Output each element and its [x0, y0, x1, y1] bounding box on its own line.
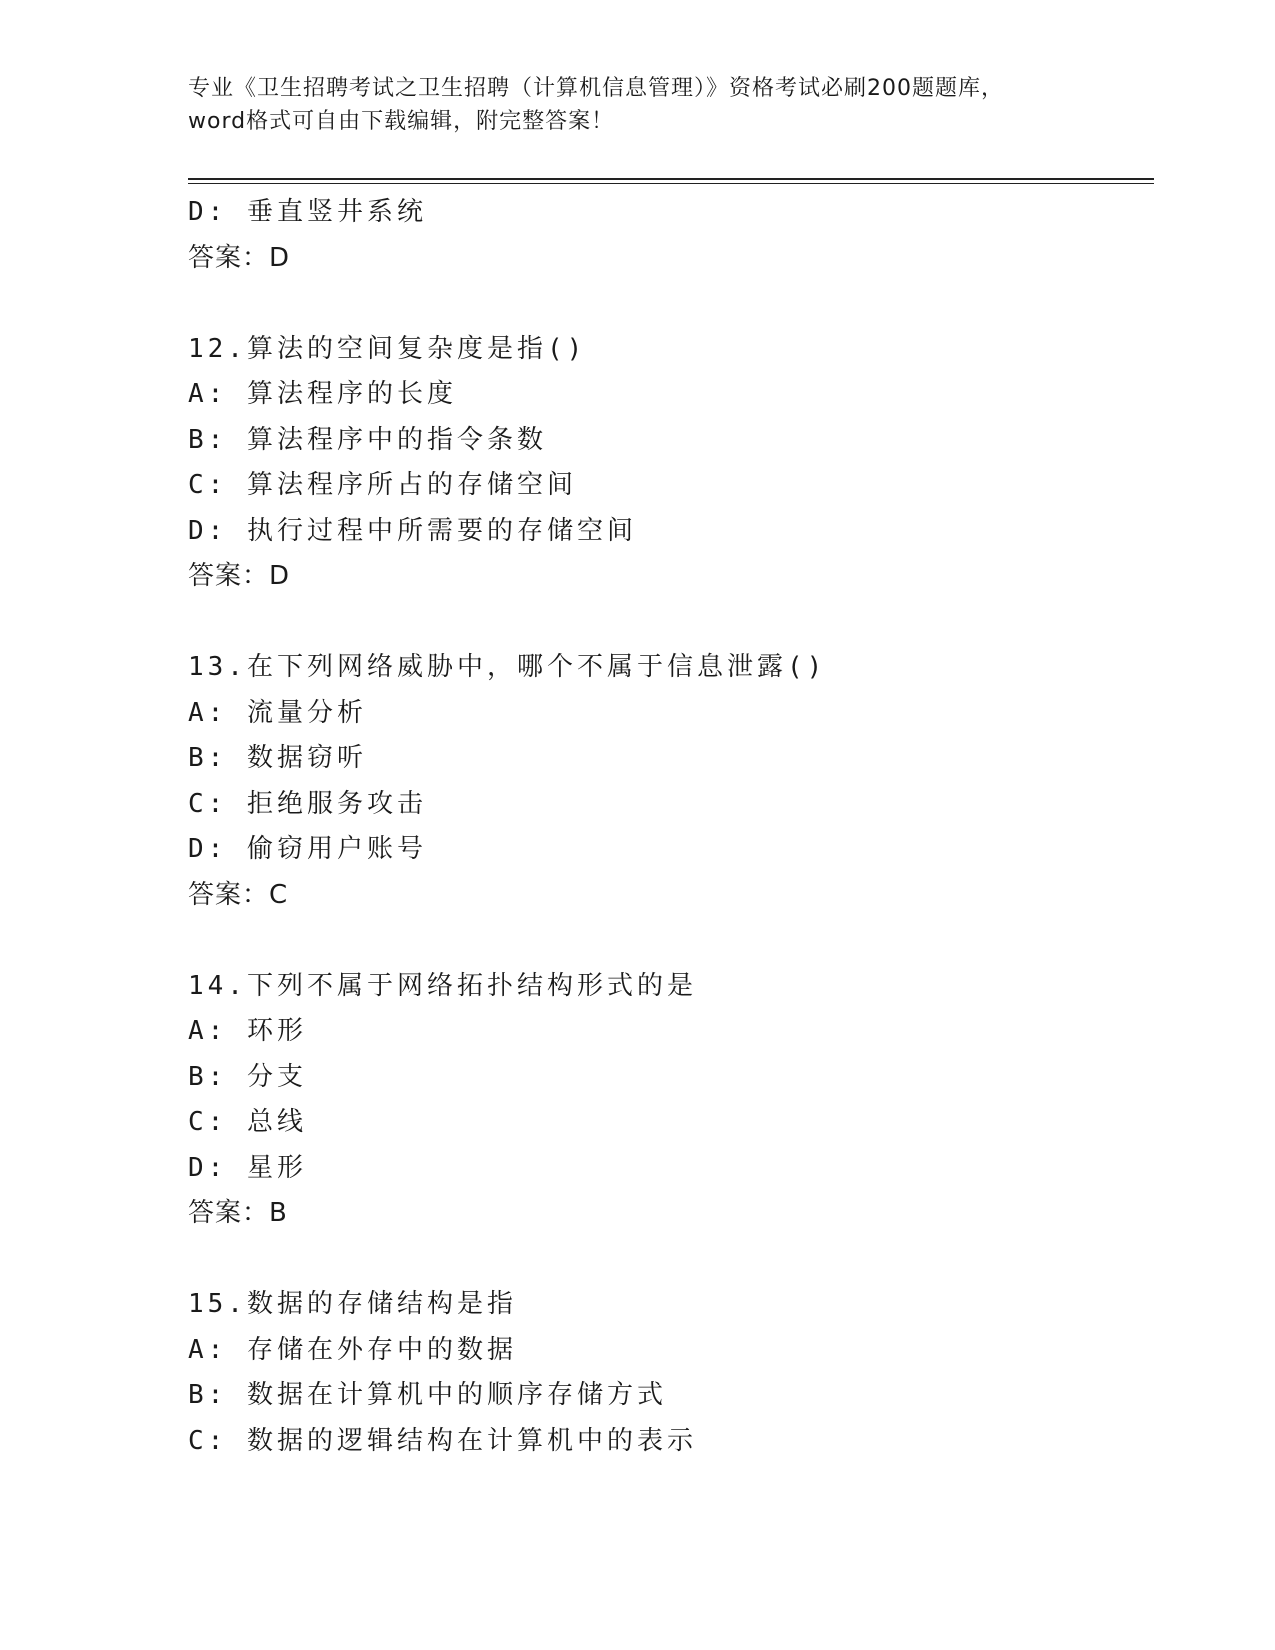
document-header — [188, 72, 1088, 138]
question-15 — [188, 1282, 1154, 1464]
option-c: C: 算法程序所占的存储空间 — [188, 470, 577, 500]
question-gap — [188, 918, 1154, 964]
option-b: B: 数据在计算机中的顺序存储方式 — [188, 1380, 667, 1410]
option-b: B: 分支 — [188, 1061, 307, 1092]
option-d: D: 星形 — [188, 1152, 307, 1183]
option-c: C: 数据的逻辑结构在计算机中的表示 — [188, 1425, 697, 1456]
question-stem: 13.在下列网络威胁中，哪个不属于信息泄露() — [188, 652, 827, 682]
answer-line: 答案：D — [188, 561, 291, 591]
option-d: D: 垂直竖井系统 — [188, 197, 427, 227]
option-d: D: 偷窃用户账号 — [188, 834, 427, 864]
question-stem: 12.算法的空间复杂度是指() — [188, 333, 587, 364]
option-a: A: 流量分析 — [188, 697, 367, 728]
question-gap — [188, 281, 1154, 327]
option-b: B: 数据窃听 — [188, 743, 367, 773]
option-a: A: 环形 — [188, 1016, 307, 1046]
question-gap — [188, 600, 1154, 646]
option-c: C: 拒绝服务攻击 — [188, 788, 427, 819]
answer-line: 答案：B — [188, 1198, 288, 1228]
question-list — [188, 190, 1154, 1464]
question-13 — [188, 645, 1154, 918]
question-11-tail — [188, 190, 1154, 281]
question-stem: 14.下列不属于网络拓扑结构形式的是 — [188, 970, 697, 1001]
option-b: B: 算法程序中的指令条数 — [188, 424, 547, 455]
question-gap — [188, 1237, 1154, 1283]
question-stem: 15.数据的存储结构是指 — [188, 1289, 517, 1319]
header-divider-thick — [188, 178, 1154, 180]
header-line-1: 专业《卫生招聘考试之卫生招聘（计算机信息管理）》资格考试必刷200题题库， — [188, 76, 1004, 101]
option-a: A: 存储在外存中的数据 — [188, 1334, 517, 1365]
answer-line: 答案：D — [188, 242, 291, 273]
option-c: C: 总线 — [188, 1107, 307, 1137]
option-d: D: 执行过程中所需要的存储空间 — [188, 515, 637, 546]
answer-line: 答案：C — [188, 879, 289, 910]
header-line-2: word格式可自由下载编辑，附完整答案！ — [188, 109, 615, 134]
header-divider-thin — [188, 183, 1154, 184]
question-14 — [188, 964, 1154, 1237]
question-12 — [188, 327, 1154, 600]
option-a: A: 算法程序的长度 — [188, 379, 457, 409]
